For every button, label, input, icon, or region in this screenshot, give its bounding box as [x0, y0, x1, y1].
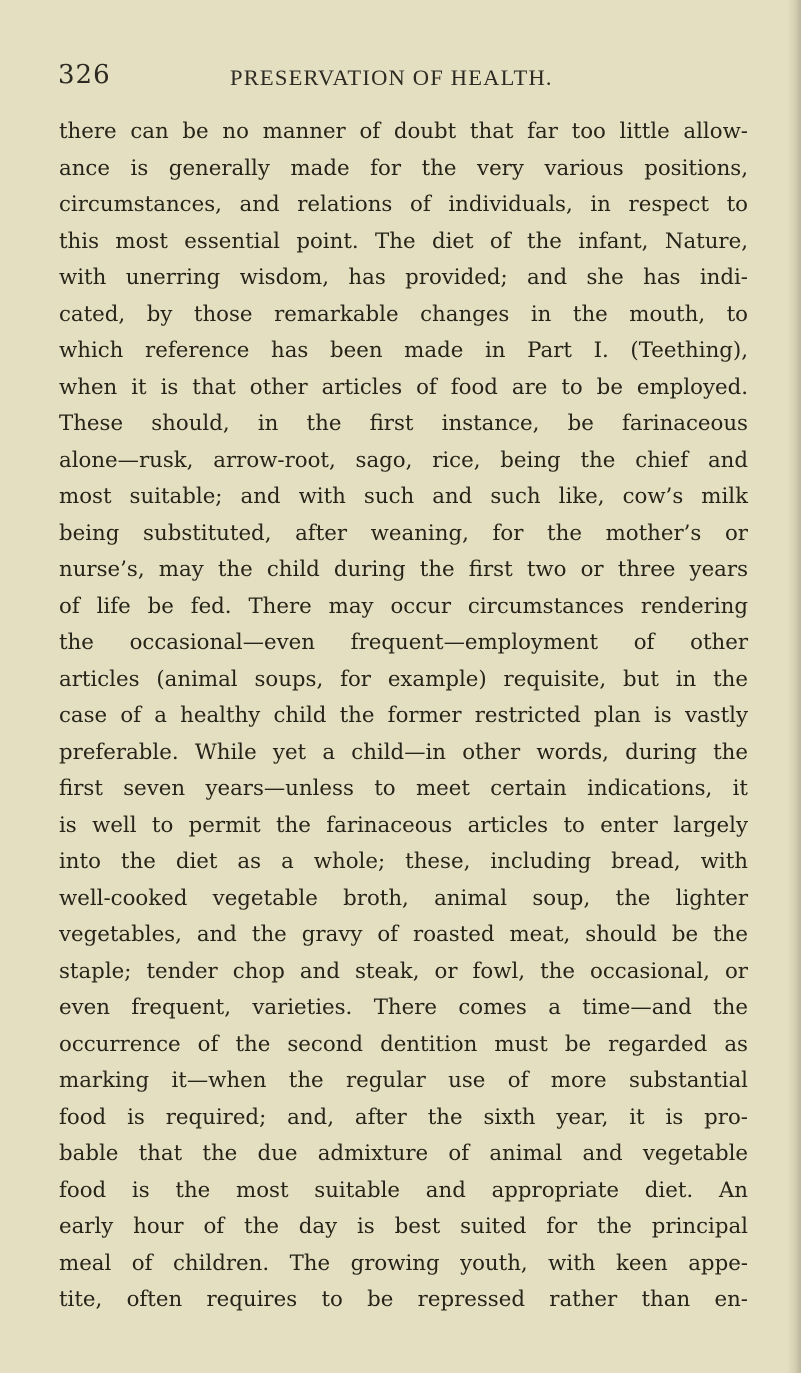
body-text — [59, 114, 748, 1319]
text-line: meal of children. The growing youth, with keen appe- — [59, 1250, 748, 1276]
text-line: being substituted, after weaning, for the mother’s or — [59, 520, 748, 546]
text-line: occurrence of the second dentition must be regarded as — [59, 1031, 748, 1057]
text-line: tite, often requires to be repressed rather than en- — [59, 1287, 748, 1312]
text-line: food is required; and, after the sixth year, it is pro- — [59, 1104, 748, 1130]
text-line: vegetables, and the gravy of roasted meat, should be the — [59, 922, 748, 947]
text-line: case of a healthy child the former restricted plan is vastly — [59, 703, 748, 728]
text-line: alone—rusk, arrow-root, sago, rice, being the chief and — [59, 447, 748, 473]
text-line: marking it—when the regular use of more substantial — [59, 1068, 748, 1093]
text-line: ance is generally made for the very various positions, — [59, 155, 748, 181]
text-line: with unerring wisdom, has provided; and she has indi- — [59, 265, 748, 290]
text-line: circumstances, and relations of individuals, in respect to — [59, 192, 748, 217]
text-line: nurse’s, may the child during the first two or three years — [59, 557, 748, 582]
text-line: which reference has been made in Part I. (Teething), — [59, 338, 748, 363]
text-line: These should, in the first instance, be farinaceous — [59, 411, 748, 436]
text-line: into the diet as a whole; these, including bread, with — [59, 849, 748, 874]
text-line: preferable. While yet a child—in other words, during the — [59, 739, 748, 765]
text-line: there can be no manner of doubt that far too little allow- — [59, 119, 748, 144]
text-line: even frequent, varieties. There comes a time—and the — [59, 995, 748, 1020]
text-line: this most essential point. The diet of the infant, Nature, — [59, 228, 748, 254]
text-line: food is the most suitable and appropriate diet. An — [59, 1177, 748, 1203]
page-number: 326 — [58, 60, 111, 90]
text-line: cated, by those remarkable changes in the mouth, to — [59, 301, 748, 327]
text-line: the occasional—even frequent—employment of other — [59, 630, 748, 655]
page-edge-shadow — [787, 0, 801, 1373]
text-line: first seven years—unless to meet certain indications, it — [59, 776, 748, 801]
text-line: well-cooked vegetable broth, animal soup, the lighter — [59, 885, 748, 911]
text-line: when it is that other articles of food are to be employed. — [59, 374, 748, 400]
running-head: PRESERVATION OF HEALTH. — [230, 65, 553, 90]
page-header — [58, 60, 752, 100]
text-line: is well to permit the farinaceous articles to enter largely — [59, 812, 748, 838]
text-line: early hour of the day is best suited for the principal — [59, 1214, 748, 1239]
text-line: articles (animal soups, for example) requisite, but in the — [59, 666, 748, 692]
text-line: bable that the due admixture of animal and vegetable — [59, 1141, 748, 1166]
text-line: staple; tender chop and steak, or fowl, the occasional, or — [59, 958, 748, 984]
text-line: of life be fed. There may occur circumstances rendering — [59, 593, 748, 619]
text-line: most suitable; and with such and such like, cow’s milk — [59, 484, 748, 509]
